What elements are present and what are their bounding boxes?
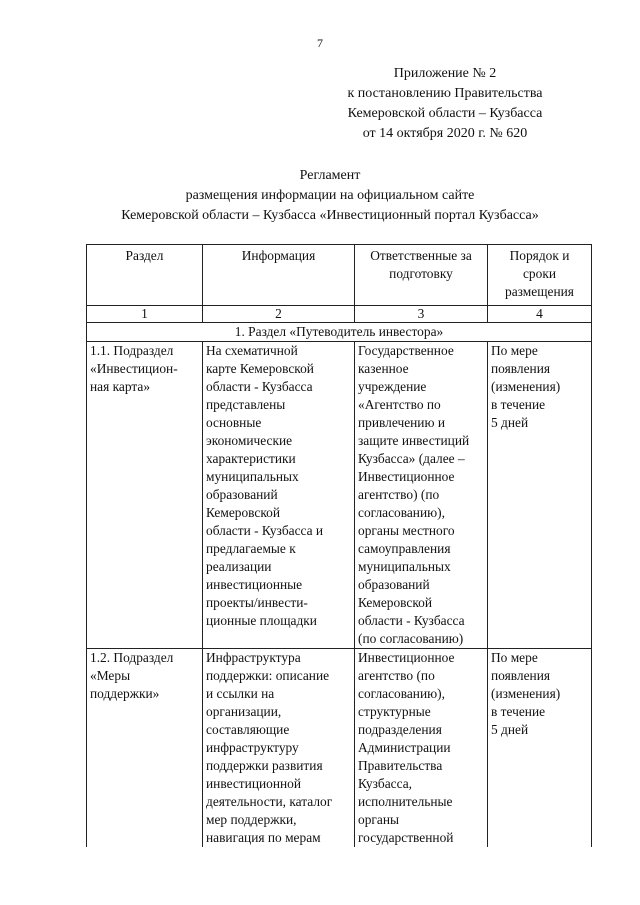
cell-section: 1.2. Подраздел «Меры поддержки» xyxy=(87,649,203,848)
column-number: 3 xyxy=(355,306,488,323)
section-title-row xyxy=(87,323,592,342)
cell-responsible: Инвестиционное агентство (по согласованию), структурные подразделения Администрации Правительства Кузбасса, исполнительные органы государственной xyxy=(355,649,488,848)
title-line: размещения информации на официальном сайте xyxy=(185,188,475,203)
header-terms: Порядок и сроки размещения xyxy=(488,245,592,306)
appendix-block xyxy=(330,64,560,144)
cell-information: Инфраструктура поддержки: описание и ссылки на организации, составляющие инфраструктуру поддержки развития инвестиционной деятельности, каталог мер поддержки, навигация по мерам xyxy=(203,649,355,848)
appendix-line: Приложение № 2 xyxy=(393,66,497,81)
column-number-row xyxy=(87,306,592,323)
document-title xyxy=(60,166,600,226)
title-line: Кемеровской области – Кузбасса «Инвестиционный портал Кузбасса» xyxy=(121,208,539,223)
appendix-line: от 14 октября 2020 г. № 620 xyxy=(362,126,528,141)
column-number: 4 xyxy=(488,306,592,323)
appendix-line: Кемеровской области – Кузбасса xyxy=(347,106,543,121)
header-section: Раздел xyxy=(87,245,203,306)
section-title: 1. Раздел «Путеводитель инвестора» xyxy=(87,323,592,342)
appendix-line: к постановлению Правительства xyxy=(347,86,543,101)
table-row xyxy=(87,649,592,848)
column-number: 1 xyxy=(87,306,203,323)
regulation-table xyxy=(86,244,592,847)
header-information: Информация xyxy=(203,245,355,306)
cell-section: 1.1. Подраздел «Инвестицион- ная карта» xyxy=(87,342,203,649)
title-line: Регламент xyxy=(299,168,361,183)
cell-responsible: Государственное казенное учреждение «Агентство по привлечению и защите инвестиций Кузбасса» (далее – Инвестиционное агентство) (по согласованию), органы местного самоуправления муниципальных образований Кемеровской области - Кузбасса (по согласованию) xyxy=(355,342,488,649)
page-number: 7 xyxy=(317,36,323,50)
cell-information: На схематичной карте Кемеровской области - Кузбасса представлены основные экономические характеристики муниципальных образований Кемеровской области - Кузбасса и предлагаемые к реализации инвестиционные проекты/инвести- ционные площадки xyxy=(203,342,355,649)
table-row xyxy=(87,342,592,649)
table-header-row xyxy=(87,245,592,306)
cell-terms: По мере появления (изменения) в течение 5 дней xyxy=(488,342,592,649)
column-number: 2 xyxy=(203,306,355,323)
cell-terms: По мере появления (изменения) в течение 5 дней xyxy=(488,649,592,848)
header-responsible: Ответственные за подготовку xyxy=(355,245,488,306)
